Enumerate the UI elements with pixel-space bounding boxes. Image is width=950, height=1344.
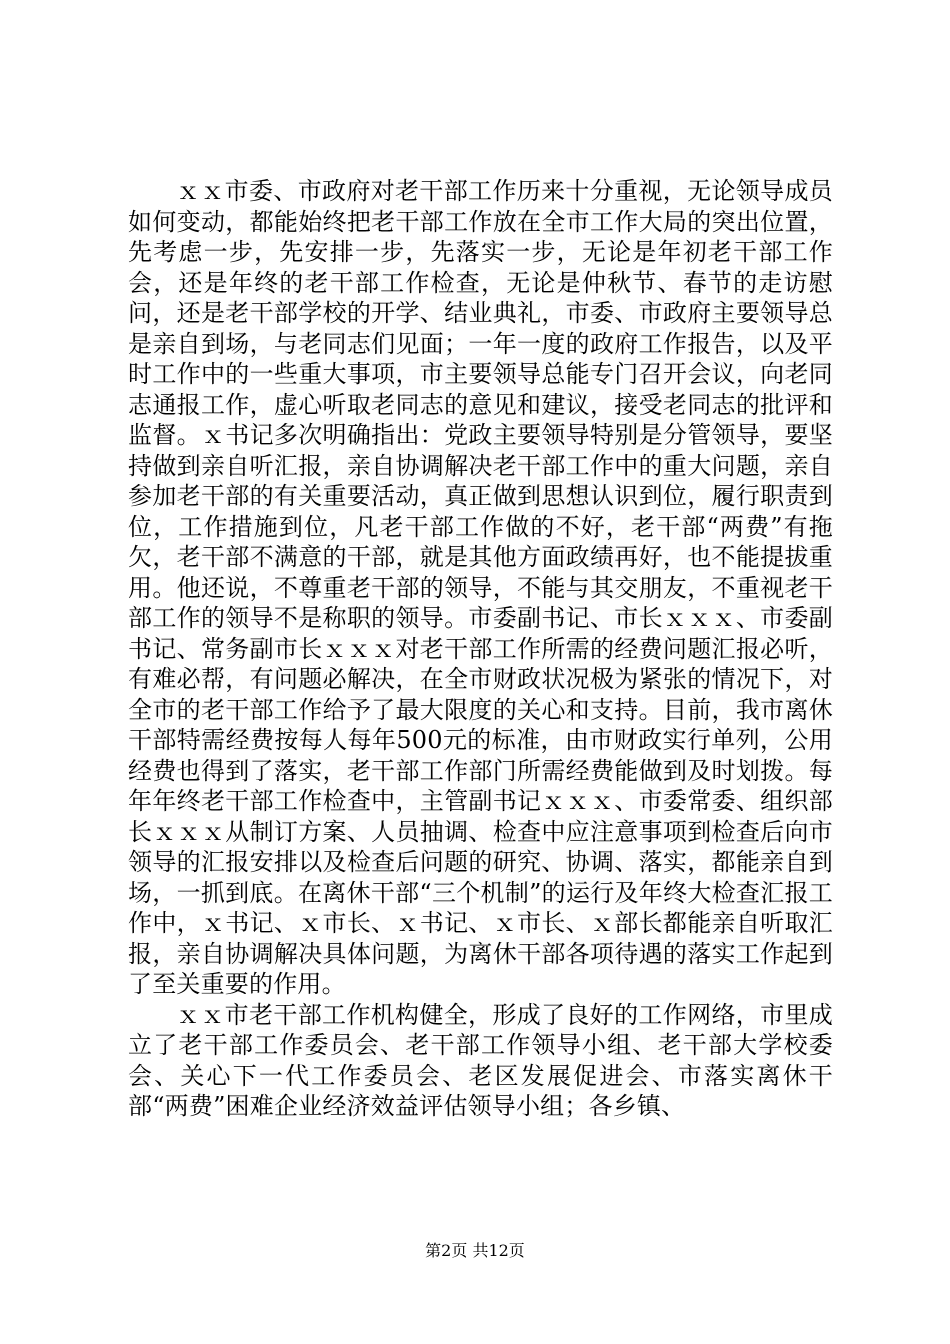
page-footer: 第2页 共12页 xyxy=(425,1241,525,1260)
paragraph-2: ｘｘ市老干部工作机构健全，形成了良好的工作网络，市里成立了老干部工作委员会、老干部工作领导小组、老干部大学校委会、关心下一代工作委员会、老区发展促进会、市落实离休干部“两费”困难企业经济效益评估领导小组；各乡镇、 xyxy=(128,1000,833,1120)
document-body xyxy=(128,176,833,1122)
paragraph-1: ｘｘ市委、市政府对老干部工作历来十分重视，无论领导成员如何变动，都能始终把老干部工作放在全市工作大局的突出位置，先考虑一步，先安排一步，先落实一步，无论是年初老干部工作会，还是年终的老干部工作检查，无论是仲秋节、春节的走访慰问，还是老干部学校的开学、结业典礼，市委、市政府主要领导总是亲自到场，与老同志们见面；一年一度的政府工作报告，以及平时工作中的一些重大事项，市主要领导总能专门召开会议，向老同志通报工作，虚心听取老同志的意见和建议，接受老同志的批评和监督。ｘ书记多次明确指出：党政主要领导特别是分管领导，要坚持做到亲自听汇报，亲自协调解决老干部工作中的重大问题，亲自参加老干部的有关重要活动，真正做到思想认识到位，履行职责到位，工作措施到位，凡老干部工作做的不好，老干部“两费”有拖欠，老干部不满意的干部，就是其他方面政绩再好，也不能提拔重用。他还说，不尊重老干部的领导，不能与其交朋友，不重视老干部工作的领导不是称职的领导。市委副书记、市长ｘｘｘ、市委副书记、常务副市长ｘｘｘ对老干部工作所需的经费问题汇报必听，有难必帮，有问题必解决，在全市财政状况极为紧张的情况下，对全市的老干部工作给予了最大限度的关心和支持。目前，我市离休干部特需经费按每人每年500元的标准，由市财政实行单列，公用经费也得到了落实，老干部工作部门所需经费能做到及时划拨。每年年终老干部工作检查中，主管副书记ｘｘｘ、市委常委、组织部长ｘｘｘ从制订方案、人员抽调、检查中应注意事项到检查后向市领导的汇报安排以及检查后问题的研究、协调、落实，都能亲自到场，一抓到底。在离休干部“三个机制”的运行及年终大检查汇报工作中，ｘ书记、ｘ市长、ｘ书记、ｘ市长、ｘ部长都能亲自听取汇报，亲自协调解决具体问题，为离休干部各项待遇的落实工作起到了至关重要的作用。 xyxy=(128,177,833,998)
